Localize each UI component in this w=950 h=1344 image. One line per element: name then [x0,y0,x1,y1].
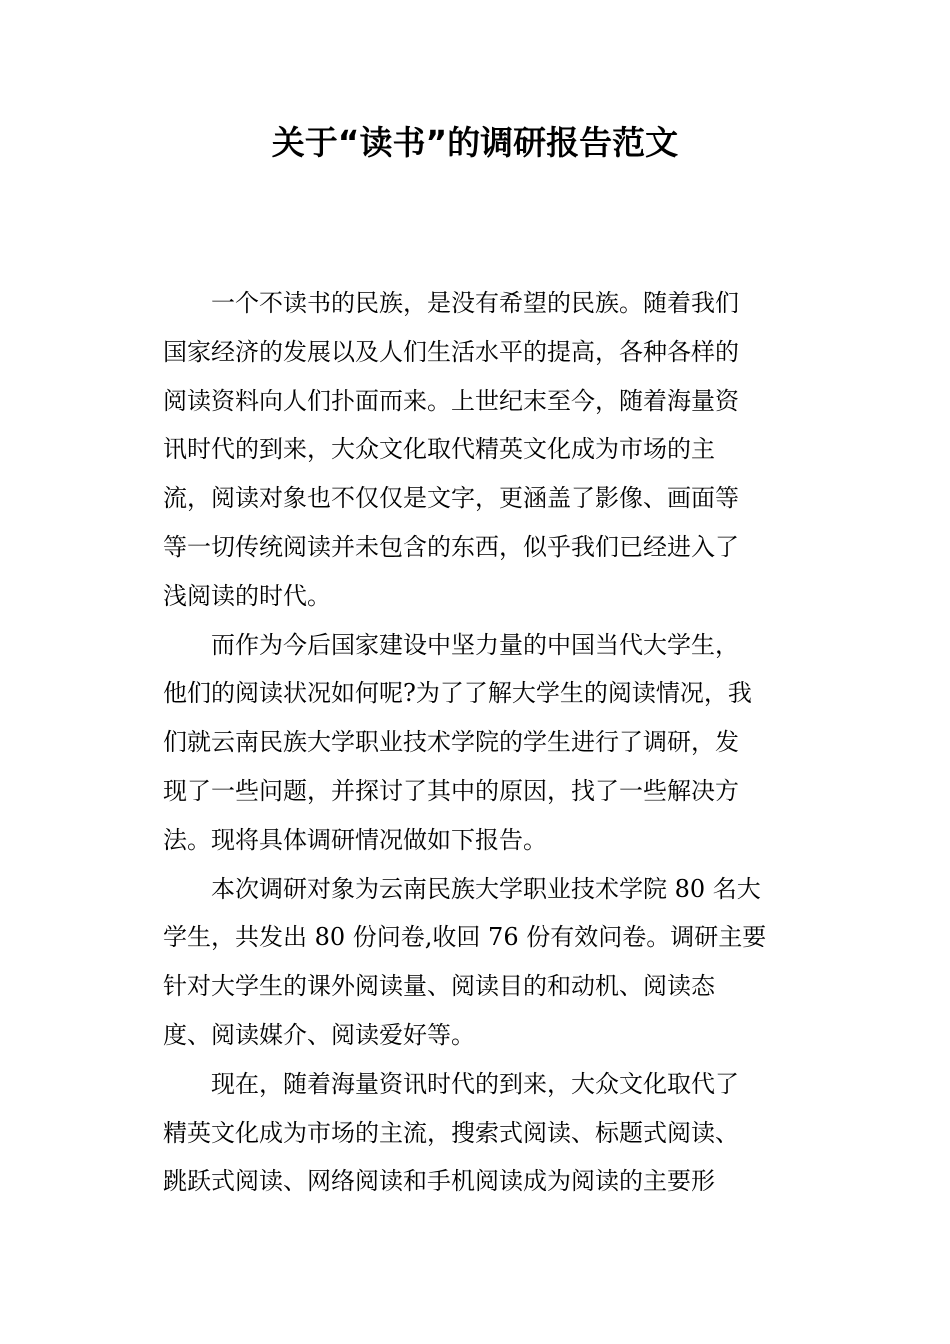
text-line: 现在，随着海量资讯时代的到来，大众文化取代了 [211,1069,739,1098]
paragraph [163,279,803,621]
text-line: 一个不读书的民族，是没有希望的民族。随着我们 [211,289,739,317]
paragraph [163,865,803,1060]
text-line: 度、阅读媒介、阅读爱好等。 [163,1020,475,1049]
paragraph [163,1060,803,1206]
text-line: 本次调研对象为云南民族大学职业技术学院 80 名大 [211,874,761,903]
text-line: 流，阅读对象也不仅仅是文字，更涵盖了影像、画面等 [163,484,739,513]
text-line: 阅读资料向人们扑面而来。上世纪末至今，随着海量资 [163,386,739,415]
text-line: 跳跃式阅读、网络阅读和手机阅读成为阅读的主要形 [163,1167,715,1196]
text-line: 精英文化成为市场的主流，搜索式阅读、标题式阅读、 [163,1118,739,1147]
document-body [163,279,803,1206]
text-line: 针对大学生的课外阅读量、阅读目的和动机、阅读态 [163,972,715,1001]
text-line: 而作为今后国家建设中坚力量的中国当代大学生， [211,630,739,659]
text-line: 他们的阅读状况如何呢?为了了解大学生的阅读情况，我 [163,679,752,708]
paragraph [163,621,803,865]
text-line: 浅阅读的时代。 [163,581,331,610]
text-line: 等一切传统阅读并未包含的东西，似乎我们已经进入了 [163,532,739,561]
text-line: 学生，共发出 80 份问卷,收回 76 份有效问卷。调研主要 [163,923,767,952]
text-line: 法。现将具体调研情况做如下报告。 [163,825,547,854]
text-line: 讯时代的到来，大众文化取代精英文化成为市场的主 [163,435,715,464]
document-title: 关于“读书”的调研报告范文 [271,123,679,162]
text-line: 国家经济的发展以及人们生活水平的提高，各种各样的 [163,337,739,366]
text-line: 现了一些问题，并探讨了其中的原因，找了一些解决方 [163,776,739,805]
text-line: 们就云南民族大学职业技术学院的学生进行了调研，发 [163,728,739,757]
